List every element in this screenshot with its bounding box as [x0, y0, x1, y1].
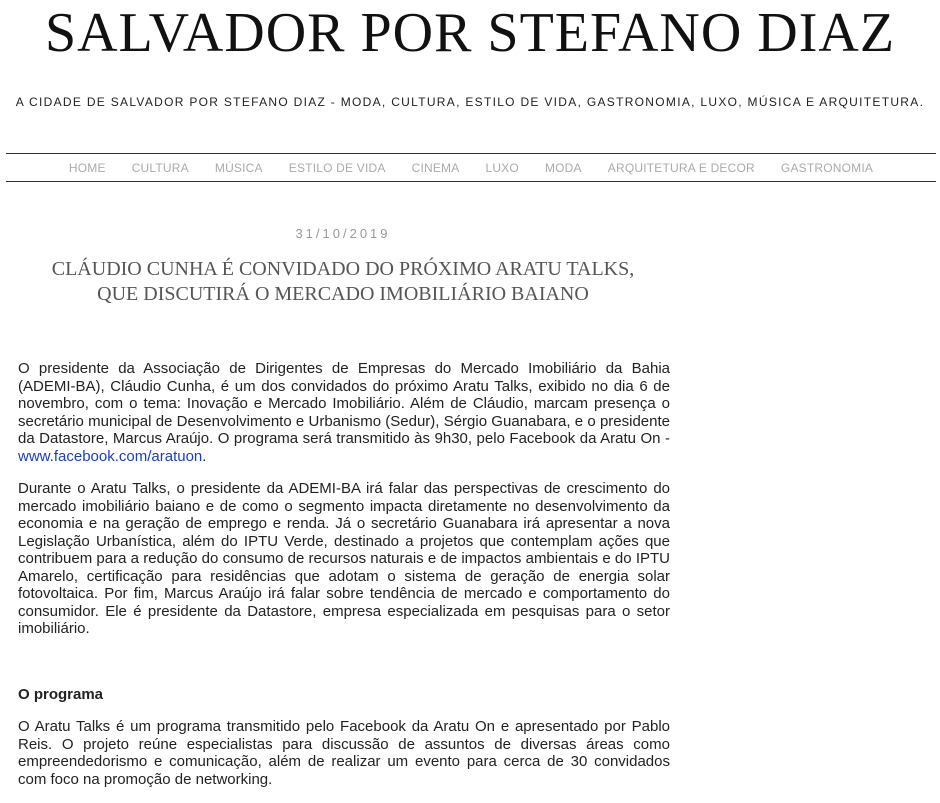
paragraph-intro [18, 360, 670, 465]
post-title[interactable] [18, 257, 668, 307]
nav-item-musica[interactable]: MÚSICA [214, 160, 263, 175]
nav-item-gastronomia[interactable]: GASTRONOMIA [780, 160, 874, 175]
nav-item-cultura[interactable]: CULTURA [131, 160, 189, 175]
paragraph-intro-end: . [202, 447, 207, 465]
site-title[interactable]: SALVADOR POR STEFANO DIAZ [44, 2, 896, 64]
paragraph-programa: O Aratu Talks é um programa transmitido pelo Facebook da Aratu On e apresentado por Pablo Reis. O projeto reúne especialistas para discussão de assuntos de diversas áreas como empreendedorismo e comunicação, além de realizar um evento para cerca de 30 convidados com foco na promoção de networking. [18, 718, 670, 788]
paragraph-intro-text: O presidente da Associação de Dirigentes de Empresas do Mercado Imobiliário da Bahia (ADEMI-BA), Cláudio Cunha, é um dos convidados do próximo Aratu Talks, exibido no dia 6 de novembro, com o tema: Inovação e Mercado Imobiliário. Além de Cláudio, marcam presença o secretário municipal de Desenvolvimento e Urbanismo (Sedur), Sérgio Guanabara, e o presidente da Datastore, Marcus Araújo. O programa será transmitido às 9h30, pelo Facebook da Aratu On - [18, 360, 670, 447]
nav-item-arquitetura-e-decor[interactable]: ARQUITETURA E DECOR [607, 160, 755, 175]
nav-item-luxo[interactable]: LUXO [485, 160, 519, 175]
nav-item-estilo-de-vida[interactable]: ESTILO DE VIDA [288, 160, 386, 175]
main-nav [6, 153, 936, 182]
post-title-line1: CLÁUDIO CUNHA É CONVIDADO DO PRÓXIMO ARATU TALKS, [51, 258, 635, 280]
site-tagline: A CIDADE DE SALVADOR POR STEFANO DIAZ - MODA, CULTURA, ESTILO DE VIDA, GASTRONOMIA, LUXO, MÚSICA E ARQUITETURA. [15, 95, 925, 109]
nav-item-cinema[interactable]: CINEMA [411, 160, 460, 175]
paragraph-details: Durante o Aratu Talks, o presidente da ADEMI-BA irá falar das perspectivas de crescimento do mercado imobiliário baiano e de como o segmento impacta diretamente no desenvolvimento da economia e na geração de emprego e renda. Já o secretário Guanabara irá apresentar a nova Legislação Urbanística, além do IPTU Verde, destinado a projetos que contemplam ações que contribuem para a redução do consumo de recursos naturais e de impactos ambientais e do IPTU Amarelo, certificação para residências que adotam o sistema de geração de energia solar fotovoltaica. Por fim, Marcus Araújo irá falar sobre tendência de mercado e comportamento do consumidor. Ele é presidente da Datastore, empresa especializada em pesquisas para o setor imobiliário. [18, 480, 670, 637]
nav-item-moda[interactable]: MODA [544, 160, 582, 175]
post-body [18, 360, 670, 803]
post-date: 31/10/2019 [295, 226, 391, 241]
nav-item-home[interactable]: HOME [68, 160, 106, 175]
facebook-link[interactable]: www.facebook.com/aratuon [18, 447, 203, 465]
section-heading-programa: O programa [18, 685, 104, 703]
post-title-line2: QUE DISCUTIRÁ O MERCADO IMOBILIÁRIO BAIANO [97, 283, 589, 305]
